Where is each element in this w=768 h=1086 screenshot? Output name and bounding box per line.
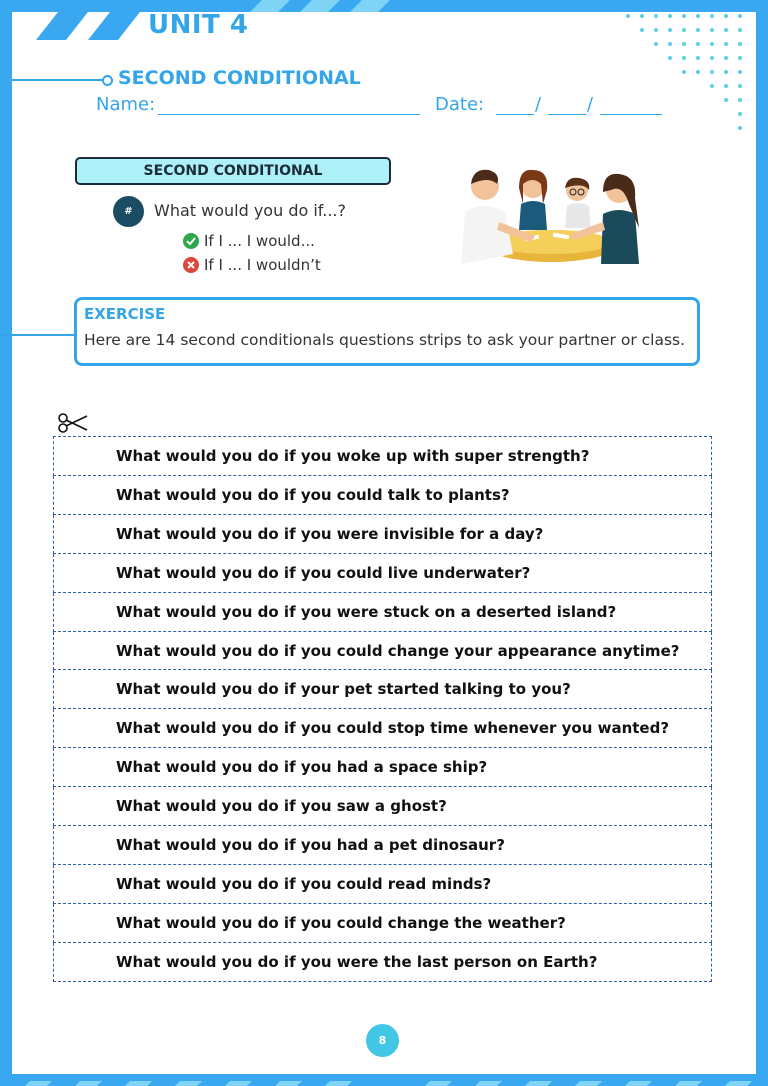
date-month-field[interactable] (548, 94, 586, 115)
exercise-connector-line (0, 334, 75, 336)
question-strip (53, 476, 712, 515)
date-separator: / (587, 94, 594, 115)
grammar-box-title: SECOND CONDITIONAL (75, 157, 391, 185)
question-strip (53, 826, 712, 865)
question-strip-text: What would you do if you had a space ship? (116, 758, 488, 777)
name-field[interactable] (158, 94, 420, 115)
question-strip (53, 904, 712, 943)
positive-form (183, 232, 315, 250)
question-strip-text: What would you do if you were the last person on Earth? (116, 952, 598, 971)
question-strip (53, 554, 712, 593)
question-strip-text: What would you do if you could live underwater? (116, 563, 531, 582)
unit-title: UNIT 4 (148, 10, 249, 40)
date-day-field[interactable] (496, 94, 534, 115)
check-icon (183, 233, 199, 249)
question-prompt: What would you do if...? (154, 201, 347, 220)
subtitle-connector-line (12, 79, 106, 81)
question-strip-text: What would you do if your pet started talking to you? (116, 680, 571, 699)
question-strip-text: What would you do if you woke up with super strength? (116, 447, 590, 465)
exercise-title: EXERCISE (84, 305, 166, 323)
question-strip (53, 748, 712, 787)
exercise-instructions: Here are 14 second conditionals questions strips to ask your partner or class. (84, 331, 686, 349)
date-year-field[interactable] (600, 94, 662, 115)
question-strip-text: What would you do if you could talk to plants? (116, 485, 510, 504)
question-strip-text: What would you do if you could read minds? (116, 874, 492, 893)
worksheet-subtitle: SECOND CONDITIONAL (118, 67, 361, 89)
question-strip (53, 515, 712, 554)
hash-icon: # (113, 196, 144, 227)
students-discussion-illustration (453, 164, 643, 268)
question-strips (53, 436, 712, 982)
negative-form (183, 256, 321, 274)
name-label: Name: (96, 94, 156, 115)
question-strip (53, 709, 712, 748)
bottom-stripe-decoration (0, 1076, 768, 1086)
question-strip-text: What would you do if you were invisible for a day? (116, 524, 544, 543)
question-strip (53, 865, 712, 904)
question-strip-text: What would you do if you had a pet dinosaur? (116, 835, 505, 854)
dot-pattern-decoration (622, 10, 752, 135)
exercise-box (74, 297, 700, 366)
page-number: 8 (366, 1024, 399, 1057)
scissors-icon (57, 410, 89, 434)
question-strip (53, 436, 712, 476)
question-strip-text: What would you do if you saw a ghost? (116, 797, 447, 816)
question-strip-text: What would you do if you could stop time whenever you wanted? (116, 719, 670, 738)
positive-form-text: If I ... I would... (204, 232, 315, 250)
question-strip (53, 787, 712, 826)
question-strip (53, 593, 712, 632)
question-strip-text: What would you do if you were stuck on a deserted island? (116, 602, 617, 621)
question-strip-text: What would you do if you could change your appearance anytime? (116, 641, 680, 660)
subtitle-connector-dot (102, 75, 113, 86)
question-strip (53, 632, 712, 671)
negative-form-text: If I ... I wouldn’t (204, 256, 321, 274)
question-strip (53, 670, 712, 709)
date-label: Date: (435, 94, 485, 115)
cross-icon (183, 257, 199, 273)
question-strip (53, 943, 712, 982)
date-separator: / (535, 94, 542, 115)
question-strip-text: What would you do if you could change the weather? (116, 913, 566, 932)
